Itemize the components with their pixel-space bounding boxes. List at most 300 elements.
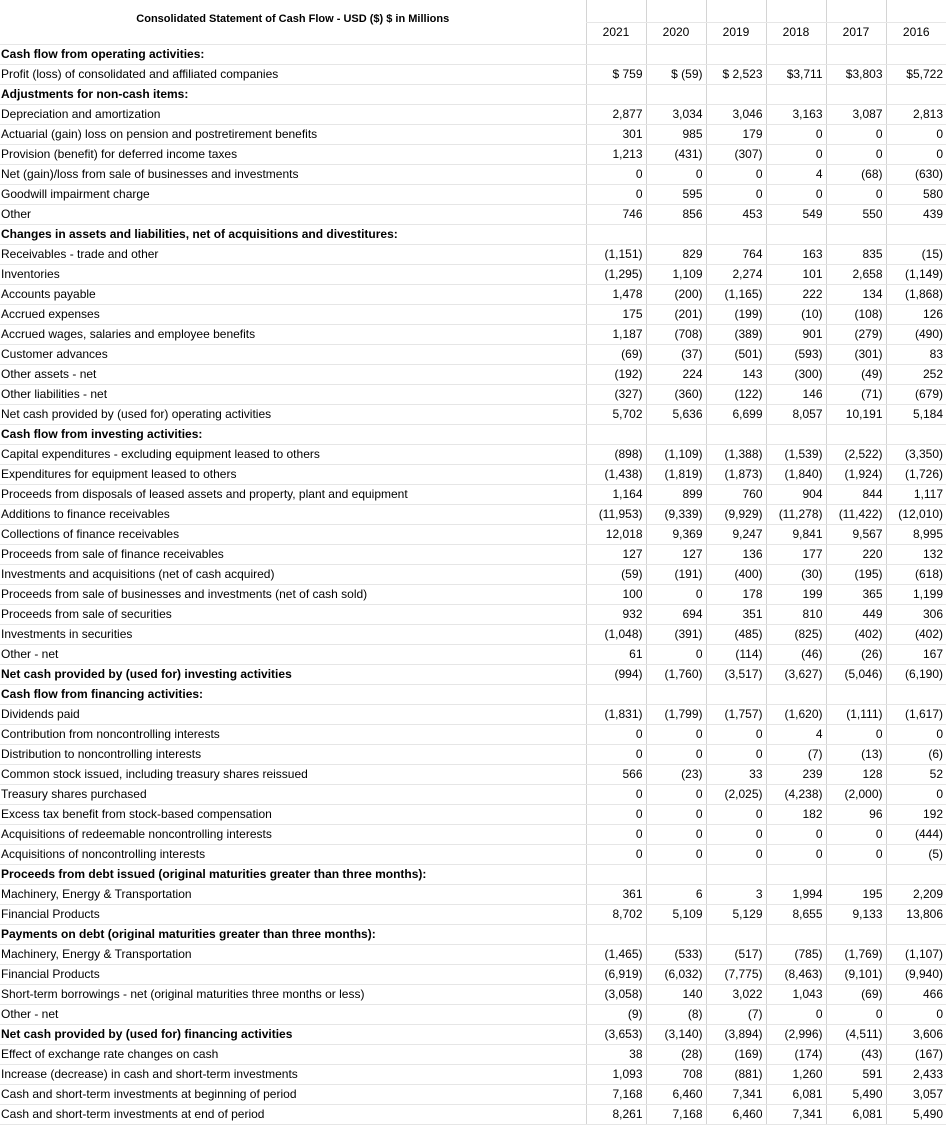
table-row [0, 1044, 946, 1064]
value-cell: (3,517) [706, 664, 766, 684]
value-cell: (1,840) [766, 464, 826, 484]
value-cell: 38 [586, 1044, 646, 1064]
table-row [0, 944, 946, 964]
row-label: Actuarial (gain) loss on pension and postretirement benefits [0, 124, 586, 144]
row-label: Dividends paid [0, 704, 586, 724]
value-cell: 4 [766, 164, 826, 184]
value-cell: 0 [826, 124, 886, 144]
value-cell: (5) [886, 844, 946, 864]
value-cell: 126 [886, 304, 946, 324]
table-row [0, 564, 946, 584]
value-cell: (402) [826, 624, 886, 644]
row-label: Accrued wages, salaries and employee benefits [0, 324, 586, 344]
value-cell: (1,924) [826, 464, 886, 484]
value-cell: 1,164 [586, 484, 646, 504]
value-cell: 10,191 [826, 404, 886, 424]
total-row [0, 664, 946, 684]
value-cell: (1,868) [886, 284, 946, 304]
value-cell: 6,460 [646, 1084, 706, 1104]
value-cell: 222 [766, 284, 826, 304]
year-header: 2016 [886, 22, 946, 44]
value-cell: (191) [646, 564, 706, 584]
value-cell: 932 [586, 604, 646, 624]
value-cell: (327) [586, 384, 646, 404]
value-cell: (1,165) [706, 284, 766, 304]
value-cell: 0 [646, 824, 706, 844]
value-cell: (3,350) [886, 444, 946, 464]
value-cell: (389) [706, 324, 766, 344]
value-cell: 12,018 [586, 524, 646, 544]
value-cell: 1,117 [886, 484, 946, 504]
value-cell: (69) [586, 344, 646, 364]
value-cell: 9,567 [826, 524, 886, 544]
value-cell: 694 [646, 604, 706, 624]
value-cell: 9,247 [706, 524, 766, 544]
value-cell: (114) [706, 644, 766, 664]
value-cell [766, 424, 826, 444]
value-cell: (517) [706, 944, 766, 964]
value-cell [766, 84, 826, 104]
year-header: 2021 [586, 22, 646, 44]
value-cell: (1,620) [766, 704, 826, 724]
value-cell: (1,109) [646, 444, 706, 464]
year-header: 2017 [826, 22, 886, 44]
value-cell [706, 424, 766, 444]
value-cell: 0 [646, 644, 706, 664]
value-cell: 844 [826, 484, 886, 504]
value-cell: (4,511) [826, 1024, 886, 1044]
value-cell: (1,048) [586, 624, 646, 644]
value-cell: 61 [586, 644, 646, 664]
row-label: Acquisitions of redeemable noncontrolling interests [0, 824, 586, 844]
value-cell [646, 684, 706, 704]
value-cell [646, 84, 706, 104]
table-row [0, 824, 946, 844]
value-cell: 591 [826, 1064, 886, 1084]
value-cell: (301) [826, 344, 886, 364]
value-cell: 182 [766, 804, 826, 824]
value-cell [826, 684, 886, 704]
total-row [0, 1024, 946, 1044]
value-cell: (1,617) [886, 704, 946, 724]
value-cell: (1,438) [586, 464, 646, 484]
value-cell: 1,199 [886, 584, 946, 604]
value-cell: (3,627) [766, 664, 826, 684]
value-cell: 143 [706, 364, 766, 384]
table-row [0, 1104, 946, 1124]
row-label: Cash and short-term investments at beginning of period [0, 1084, 586, 1104]
row-label: Expenditures for equipment leased to others [0, 464, 586, 484]
value-cell: (9,929) [706, 504, 766, 524]
value-cell: 0 [826, 144, 886, 164]
value-cell: 96 [826, 804, 886, 824]
value-cell: (71) [826, 384, 886, 404]
value-cell: (11,953) [586, 504, 646, 524]
row-label: Capital expenditures - excluding equipment leased to others [0, 444, 586, 464]
value-cell: 0 [706, 804, 766, 824]
value-cell: 136 [706, 544, 766, 564]
table-row [0, 644, 946, 664]
row-label: Proceeds from sale of finance receivables [0, 544, 586, 564]
value-cell: (28) [646, 1044, 706, 1064]
value-cell: 5,109 [646, 904, 706, 924]
value-cell: (994) [586, 664, 646, 684]
value-cell [826, 924, 886, 944]
value-cell: 6,699 [706, 404, 766, 424]
table-row [0, 464, 946, 484]
value-cell: (68) [826, 164, 886, 184]
value-cell: (10) [766, 304, 826, 324]
value-cell: (23) [646, 764, 706, 784]
value-cell: 9,133 [826, 904, 886, 924]
value-cell: 199 [766, 584, 826, 604]
value-cell [586, 84, 646, 104]
value-cell: 0 [646, 804, 706, 824]
value-cell: (1,726) [886, 464, 946, 484]
value-cell: (200) [646, 284, 706, 304]
value-cell: $3,803 [826, 64, 886, 84]
value-cell: 985 [646, 124, 706, 144]
value-cell: (1,111) [826, 704, 886, 724]
value-cell: 0 [646, 164, 706, 184]
section-label: Adjustments for non-cash items: [0, 84, 586, 104]
section-label: Cash flow from operating activities: [0, 44, 586, 64]
table-row [0, 624, 946, 644]
table-row [0, 964, 946, 984]
value-cell: (485) [706, 624, 766, 644]
value-cell: 5,636 [646, 404, 706, 424]
value-cell: 0 [886, 784, 946, 804]
value-cell [826, 84, 886, 104]
year-header: 2020 [646, 22, 706, 44]
value-cell: 2,877 [586, 104, 646, 124]
value-cell: (174) [766, 1044, 826, 1064]
section-label: Proceeds from debt issued (original maturities greater than three months): [0, 864, 586, 884]
value-cell: (1,873) [706, 464, 766, 484]
section-label: Cash flow from investing activities: [0, 424, 586, 444]
row-label: Financial Products [0, 964, 586, 984]
value-cell [586, 224, 646, 244]
value-cell: (2,996) [766, 1024, 826, 1044]
value-cell: (13) [826, 744, 886, 764]
value-cell: 3,022 [706, 984, 766, 1004]
value-cell: 0 [826, 844, 886, 864]
value-cell: 4 [766, 724, 826, 744]
value-cell: (195) [826, 564, 886, 584]
table-row [0, 104, 946, 124]
value-cell: 2,274 [706, 264, 766, 284]
value-cell: 132 [886, 544, 946, 564]
row-label: Other assets - net [0, 364, 586, 384]
value-cell: 3,087 [826, 104, 886, 124]
value-cell: (6,190) [886, 664, 946, 684]
row-label: Distribution to noncontrolling interests [0, 744, 586, 764]
value-cell: 195 [826, 884, 886, 904]
value-cell: 0 [586, 744, 646, 764]
table-row [0, 584, 946, 604]
value-cell [646, 224, 706, 244]
value-cell: (1,819) [646, 464, 706, 484]
value-cell: (2,522) [826, 444, 886, 464]
row-label: Additions to finance receivables [0, 504, 586, 524]
table-row [0, 524, 946, 544]
table-row [0, 384, 946, 404]
year-header: 2019 [706, 22, 766, 44]
table-row [0, 844, 946, 864]
value-cell: 0 [766, 824, 826, 844]
value-cell: 52 [886, 764, 946, 784]
row-label: Financial Products [0, 904, 586, 924]
value-cell: 252 [886, 364, 946, 384]
value-cell [826, 424, 886, 444]
value-cell: (46) [766, 644, 826, 664]
table-row [0, 984, 946, 1004]
table-row [0, 304, 946, 324]
row-label: Net (gain)/loss from sale of businesses and investments [0, 164, 586, 184]
row-label: Common stock issued, including treasury shares reissued [0, 764, 586, 784]
value-cell: 239 [766, 764, 826, 784]
value-cell: 439 [886, 204, 946, 224]
value-cell: (6,032) [646, 964, 706, 984]
value-cell: (108) [826, 304, 886, 324]
value-cell: (1,465) [586, 944, 646, 964]
value-cell: (12,010) [886, 504, 946, 524]
value-cell: 0 [646, 844, 706, 864]
table-row [0, 484, 946, 504]
section-header-row [0, 924, 946, 944]
value-cell: (444) [886, 824, 946, 844]
value-cell: 0 [826, 824, 886, 844]
value-cell: (360) [646, 384, 706, 404]
value-cell: $ (59) [646, 64, 706, 84]
value-cell: (1,107) [886, 944, 946, 964]
value-cell [646, 864, 706, 884]
value-cell: 127 [646, 544, 706, 564]
value-cell: (192) [586, 364, 646, 384]
value-cell [646, 44, 706, 64]
value-cell [706, 924, 766, 944]
value-cell: 175 [586, 304, 646, 324]
value-cell: 0 [586, 824, 646, 844]
value-cell: 365 [826, 584, 886, 604]
value-cell: 449 [826, 604, 886, 624]
value-cell: 566 [586, 764, 646, 784]
value-cell: 810 [766, 604, 826, 624]
value-cell: 146 [766, 384, 826, 404]
value-cell: 1,109 [646, 264, 706, 284]
table-row [0, 1004, 946, 1024]
value-cell [586, 924, 646, 944]
row-label: Accounts payable [0, 284, 586, 304]
value-cell: 1,093 [586, 1064, 646, 1084]
row-label: Investments and acquisitions (net of cash acquired) [0, 564, 586, 584]
value-cell: (501) [706, 344, 766, 364]
value-cell [706, 864, 766, 884]
value-cell: (11,422) [826, 504, 886, 524]
value-cell [586, 424, 646, 444]
value-cell: 3,606 [886, 1024, 946, 1044]
value-cell: 899 [646, 484, 706, 504]
row-label: Increase (decrease) in cash and short-term investments [0, 1064, 586, 1084]
table-row [0, 884, 946, 904]
value-cell: (43) [826, 1044, 886, 1064]
value-cell: 140 [646, 984, 706, 1004]
value-cell: 3 [706, 884, 766, 904]
value-cell: 3,034 [646, 104, 706, 124]
value-cell: 2,658 [826, 264, 886, 284]
value-cell: (3,058) [586, 984, 646, 1004]
value-cell: (59) [586, 564, 646, 584]
table-row [0, 184, 946, 204]
value-cell: (1,769) [826, 944, 886, 964]
value-cell: (15) [886, 244, 946, 264]
value-cell: 580 [886, 184, 946, 204]
table-row [0, 164, 946, 184]
value-cell: 0 [706, 164, 766, 184]
value-cell: 6,081 [826, 1104, 886, 1124]
value-cell: 595 [646, 184, 706, 204]
table-row [0, 604, 946, 624]
value-cell: 1,187 [586, 324, 646, 344]
value-cell: (279) [826, 324, 886, 344]
value-cell: 0 [586, 164, 646, 184]
value-cell: 8,702 [586, 904, 646, 924]
value-cell [886, 44, 946, 64]
value-cell: (5,046) [826, 664, 886, 684]
table-row [0, 404, 946, 424]
value-cell: (1,799) [646, 704, 706, 724]
value-cell [646, 424, 706, 444]
value-cell: 2,813 [886, 104, 946, 124]
row-label: Other - net [0, 1004, 586, 1024]
table-row [0, 244, 946, 264]
value-cell: 0 [826, 1004, 886, 1024]
value-cell: 856 [646, 204, 706, 224]
value-cell: 5,702 [586, 404, 646, 424]
value-cell: 128 [826, 764, 886, 784]
value-cell: 220 [826, 544, 886, 564]
table-row [0, 724, 946, 744]
row-label: Goodwill impairment charge [0, 184, 586, 204]
value-cell: (307) [706, 144, 766, 164]
table-row [0, 344, 946, 364]
value-cell: 7,341 [766, 1104, 826, 1124]
value-cell: 0 [886, 724, 946, 744]
value-cell: 134 [826, 284, 886, 304]
value-cell: 901 [766, 324, 826, 344]
value-cell: (30) [766, 564, 826, 584]
value-cell: (679) [886, 384, 946, 404]
value-cell: 550 [826, 204, 886, 224]
value-cell: (300) [766, 364, 826, 384]
value-cell [766, 864, 826, 884]
value-cell: 8,995 [886, 524, 946, 544]
value-cell [766, 684, 826, 704]
table-row [0, 784, 946, 804]
value-cell: 5,490 [826, 1084, 886, 1104]
value-cell: $3,711 [766, 64, 826, 84]
row-label: Proceeds from disposals of leased assets and property, plant and equipment [0, 484, 586, 504]
row-label: Machinery, Energy & Transportation [0, 944, 586, 964]
value-cell: 466 [886, 984, 946, 1004]
value-cell: 0 [706, 724, 766, 744]
value-cell [826, 44, 886, 64]
value-cell: 0 [646, 744, 706, 764]
value-cell: (69) [826, 984, 886, 1004]
value-cell: 9,841 [766, 524, 826, 544]
value-cell [586, 44, 646, 64]
value-cell [886, 224, 946, 244]
row-label: Proceeds from sale of securities [0, 604, 586, 624]
value-cell: 83 [886, 344, 946, 364]
value-cell: 306 [886, 604, 946, 624]
value-cell: 163 [766, 244, 826, 264]
value-cell: 7,168 [646, 1104, 706, 1124]
row-label: Machinery, Energy & Transportation [0, 884, 586, 904]
section-label: Payments on debt (original maturities greater than three months): [0, 924, 586, 944]
value-cell: 760 [706, 484, 766, 504]
value-cell: 0 [586, 844, 646, 864]
row-label: Inventories [0, 264, 586, 284]
table-row [0, 904, 946, 924]
table-row [0, 1064, 946, 1084]
value-cell: 8,655 [766, 904, 826, 924]
row-label: Collections of finance receivables [0, 524, 586, 544]
value-cell [886, 684, 946, 704]
value-cell [766, 44, 826, 64]
value-cell: 0 [886, 124, 946, 144]
value-cell: 8,057 [766, 404, 826, 424]
value-cell: (37) [646, 344, 706, 364]
value-cell: (2,000) [826, 784, 886, 804]
value-cell: 0 [826, 724, 886, 744]
value-cell: 0 [586, 804, 646, 824]
value-cell: 1,478 [586, 284, 646, 304]
value-cell: (490) [886, 324, 946, 344]
table-row [0, 124, 946, 144]
value-cell: 3,163 [766, 104, 826, 124]
value-cell: (49) [826, 364, 886, 384]
value-cell: (167) [886, 1044, 946, 1064]
value-cell: 746 [586, 204, 646, 224]
value-cell: (1,295) [586, 264, 646, 284]
value-cell: (6,919) [586, 964, 646, 984]
value-cell: 3,057 [886, 1084, 946, 1104]
row-label: Net cash provided by (used for) operating activities [0, 404, 586, 424]
value-cell: (11,278) [766, 504, 826, 524]
value-cell: (8,463) [766, 964, 826, 984]
row-label: Contribution from noncontrolling interests [0, 724, 586, 744]
value-cell: (4,238) [766, 784, 826, 804]
row-label: Net cash provided by (used for) financing activities [0, 1024, 586, 1044]
row-label: Profit (loss) of consolidated and affiliated companies [0, 64, 586, 84]
value-cell: 179 [706, 124, 766, 144]
value-cell: 0 [646, 784, 706, 804]
table-row [0, 284, 946, 304]
value-cell: 1,994 [766, 884, 826, 904]
table-row [0, 324, 946, 344]
section-header-row [0, 44, 946, 64]
value-cell: (1,831) [586, 704, 646, 724]
statement-title: Consolidated Statement of Cash Flow - USD ($) $ in Millions [0, 0, 586, 44]
value-cell: 0 [586, 784, 646, 804]
header-row [0, 0, 946, 22]
value-cell: (400) [706, 564, 766, 584]
value-cell: 0 [766, 1004, 826, 1024]
value-cell: 351 [706, 604, 766, 624]
value-cell: 224 [646, 364, 706, 384]
value-cell: (7,775) [706, 964, 766, 984]
